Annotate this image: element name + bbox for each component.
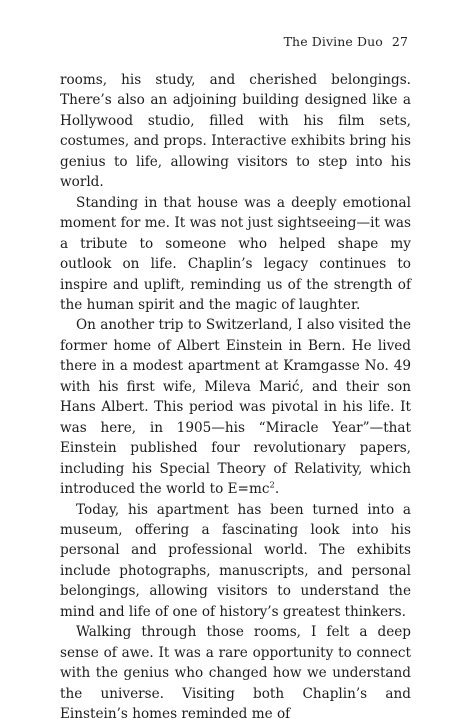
paragraph-einstein-museum: Today, his apartment has been turned into a museum, offering a fascinating look into his personal and professional world. The exhibits include photographs, manuscripts, and personal belongings, allowing visitors to understand the mind and life of one of history’s greatest thinkers.	[60, 501, 411, 620]
running-title: The Divine Duo	[283, 34, 383, 49]
paragraph-continuation: rooms, his study, and cherished belongings. There’s also an adjoining building designed like a Hollywood studio, filled with his film sets, costumes, and props. Interactive exhibits bring his genius to life, allowing visitors to step into his world.	[60, 72, 411, 191]
body-text	[60, 70, 411, 725]
paragraph-einstein-bern-text: On another trip to Switzerland, I also visited the former home of Albert Einstein in Bern. He lived there in a modest apartment at Kramgasse No. 49 with his first wife, Mileva Marić, and their son Hans Albert. This period was pivotal in his life. It was here, in 1905—his “Miracle Year”—that Einstein published four revolutionary papers, including his Special Theory of Relativity, which introduced the world to E=mc	[60, 317, 411, 498]
paragraph-chaplin-house: Standing in that house was a deeply emotional moment for me. It was not just sightseeing—it was a tribute to someone who helped shape my outlook on life. Chaplin’s legacy continues to inspire and uplift, reminding us of the strength of the human spirit and the magic of laughter.	[60, 194, 411, 313]
running-header	[284, 34, 408, 49]
sentence-period: .	[274, 481, 280, 498]
paragraph-einstein-bern	[60, 315, 411, 499]
page-number: 27	[391, 34, 408, 49]
paragraph-walking-rooms: Walking through those rooms, I felt a deep sense of awe. It was a rare opportunity to connect with the genius who changed how we understand the universe. Visiting both Chaplin’s and Einstein’s homes reminded me of	[60, 624, 411, 723]
superscript-two: 2	[269, 479, 275, 490]
